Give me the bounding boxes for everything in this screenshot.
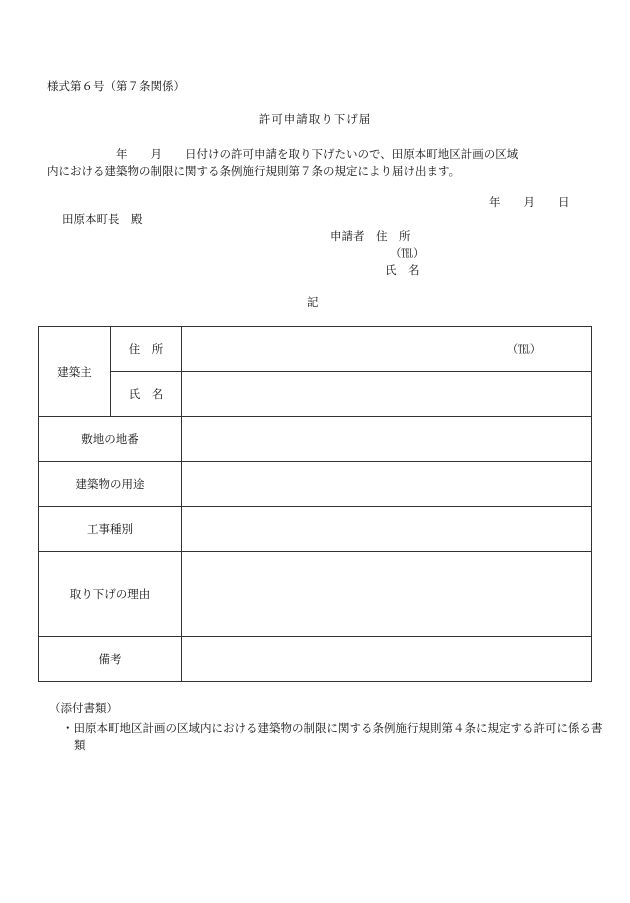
body-paragraph <box>47 146 592 180</box>
owner-address-label: 住 所 <box>111 327 182 372</box>
withdrawal-reason-field[interactable] <box>182 552 592 637</box>
submission-date: 年 月 日 <box>489 195 570 209</box>
owner-tel: （℡） <box>506 342 542 356</box>
owner-name-label: 氏 名 <box>111 372 182 417</box>
attachments-heading: （添付書類） <box>49 701 118 715</box>
owner-address-field[interactable] <box>182 327 592 372</box>
body-line-2: 内における建築物の制限に関する条例施行規則第７条の規定により届け出ます。 <box>47 164 461 178</box>
applicant-name-label: 氏 名 <box>385 263 420 277</box>
lot-number-field[interactable] <box>182 417 592 462</box>
addressee: 田原本町長 殿 <box>62 212 143 226</box>
applicant-tel: （℡） <box>390 246 425 260</box>
building-use-field[interactable] <box>182 462 592 507</box>
withdrawal-reason-label: 取り下げの理由 <box>39 552 182 637</box>
building-use-label: 建築物の用途 <box>39 462 182 507</box>
body-line-1: 年 月 日付けの許可申請を取り下げたいので、田原本町地区計画の区域 <box>116 147 519 161</box>
attachment-item: ・田原本町地区計画の区域内における建築物の制限に関する条例施行規則第４条に規定する許可に係る書類 <box>62 721 603 752</box>
construction-type-label: 工事種別 <box>39 507 182 552</box>
remarks-label: 備考 <box>39 637 182 682</box>
ki-marker: 記 <box>307 295 319 309</box>
owner-name-field[interactable] <box>182 372 592 417</box>
lot-number-label: 敷地の地番 <box>39 417 182 462</box>
applicant-address-label: 申請者 住 所 <box>330 229 411 243</box>
document-title: 許可申請取り下げ届 <box>258 112 372 126</box>
owner-label: 建築主 <box>39 327 111 417</box>
remarks-field[interactable] <box>182 637 592 682</box>
application-table <box>38 326 592 682</box>
form-number: 様式第６号（第７条関係） <box>47 79 185 93</box>
construction-type-field[interactable] <box>182 507 592 552</box>
